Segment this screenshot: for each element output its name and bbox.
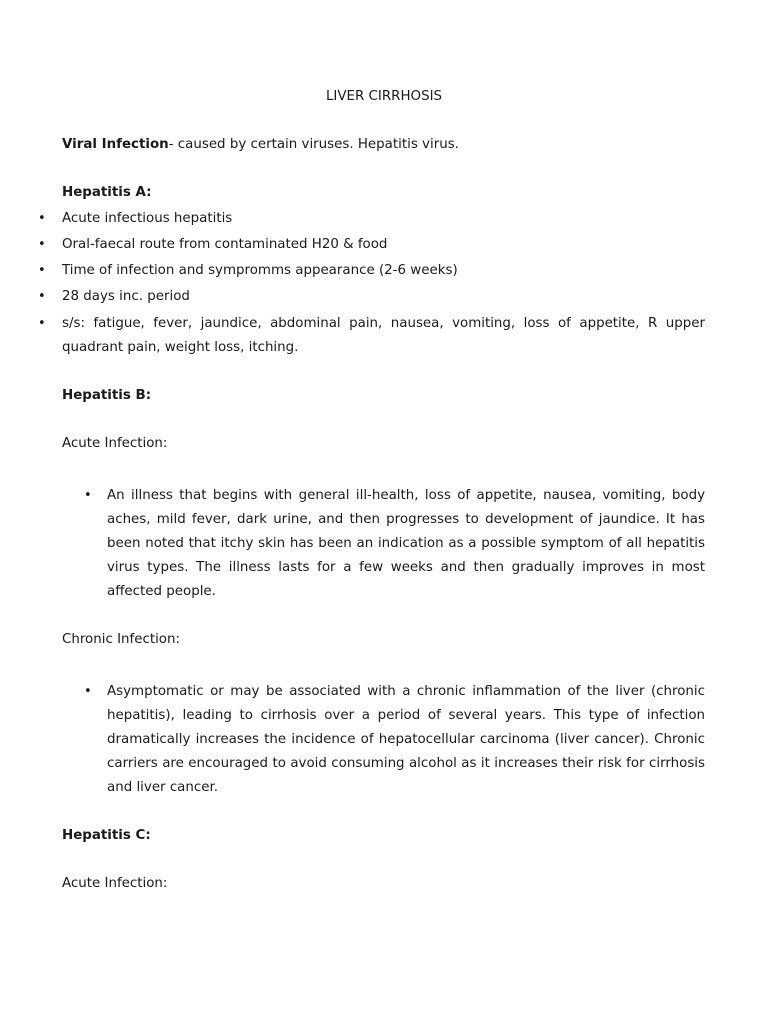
viral-infection-line [62, 137, 459, 152]
bullet-icon: • [38, 237, 46, 252]
hepatitis-c-acute-label: Acute Infection: [62, 876, 168, 891]
hepatitis-a-heading: Hepatitis A: [62, 185, 152, 200]
hepatitis-b-chronic-label: Chronic Infection: [62, 632, 180, 647]
hepatitis-b-acute-label: Acute Infection: [62, 436, 168, 451]
bullet-icon: • [38, 316, 46, 331]
document-title: LIVER CIRRHOSIS [325, 89, 443, 104]
viral-infection-label: Viral Infection [62, 137, 169, 152]
bullet-icon: • [84, 684, 92, 699]
bullet-icon: • [38, 211, 46, 226]
hepatitis-c-heading: Hepatitis C: [62, 828, 151, 843]
hepatitis-b-acute-item: An illness that begins with general ill-health, loss of appetite, nausea, vomiting, body aches, mild fever, dark urine, and then progresses to development of jaundice. It has been noted that itchy skin has been an indication as a possible symptom of all hepatitis virus types. The illness lasts for a few weeks and then gradually improves in most affected people. [107, 488, 705, 599]
hepatitis-a-item: Oral-faecal route from contaminated H20 & food [62, 237, 388, 252]
hepatitis-a-item: s/s: fatigue, fever, jaundice, abdominal pain, nausea, vomiting, loss of appetite, R upper quadrant pain, weight loss, itching. [62, 316, 705, 355]
viral-infection-text: - caused by certain viruses. Hepatitis virus. [168, 137, 459, 152]
hepatitis-b-chronic-item: Asymptomatic or may be associated with a chronic inflammation of the liver (chronic hepatitis), leading to cirrhosis over a period of several years. This type of infection dramatically increases the incidence of hepatocellular carcinoma (liver cancer). Chronic carriers are encouraged to avoid consuming alcohol as it increases their risk for cirrhosis and liver cancer. [107, 684, 705, 795]
bullet-icon: • [38, 263, 46, 278]
hepatitis-a-item: Acute infectious hepatitis [62, 211, 233, 226]
hepatitis-a-item: Time of infection and sympromms appearance (2-6 weeks) [62, 263, 458, 278]
bullet-icon: • [84, 488, 92, 503]
bullet-icon: • [38, 289, 46, 304]
hepatitis-a-item: 28 days inc. period [62, 289, 190, 304]
hepatitis-b-heading: Hepatitis B: [62, 388, 152, 403]
